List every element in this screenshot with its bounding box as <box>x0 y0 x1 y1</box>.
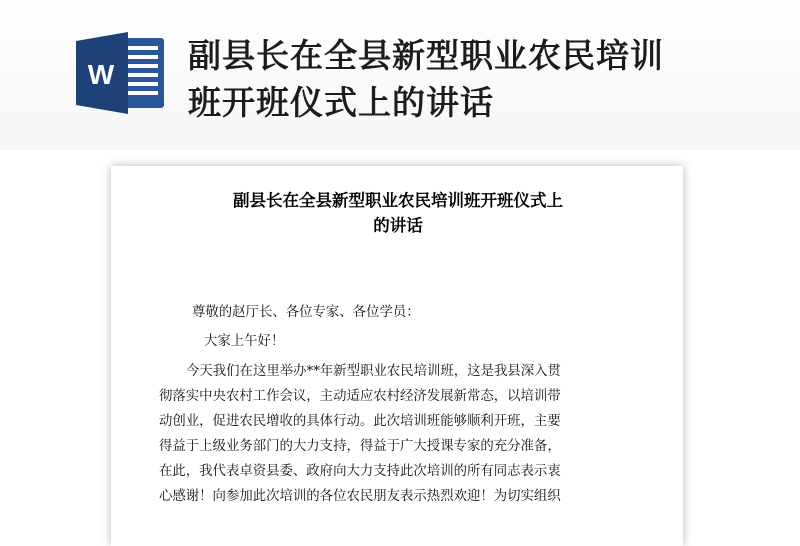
body-line: 彻落实中央农村工作会议，主动适应农村经济发展新常态，以培训带 <box>159 389 561 404</box>
body-line: 得益于上级业务部门的大力支持，得益于广大授课专家的充分准备， <box>159 439 561 454</box>
banner-title-line-1: 副县长在全县新型职业农民培训 <box>188 36 664 75</box>
document-title-line-1: 副县长在全县新型职业农民培训班开班仪式上 <box>233 191 563 210</box>
body-line: 心感谢！向参加此次培训的各位农民朋友表示热烈欢迎！为切实组织 <box>159 489 561 504</box>
header-banner <box>0 0 800 150</box>
word-document-icon <box>76 32 166 114</box>
body-line: 在此，我代表卓资县委、政府向大力支持此次培训的所有同志表示衷 <box>159 464 561 479</box>
greeting: 大家上午好！ <box>204 334 285 349</box>
document-title <box>163 188 633 238</box>
banner-title-line-2: 班开班仪式上的讲话 <box>188 83 494 122</box>
salutation: 尊敬的赵厅长、各位专家、各位学员： <box>192 305 420 320</box>
banner-title <box>188 32 788 126</box>
body-line: 动创业，促进农民增收的具体行动。此次培训班能够顺利开班，主要 <box>159 414 561 429</box>
word-icon-letter: W <box>87 59 115 90</box>
document-title-line-2: 的讲话 <box>373 216 423 235</box>
document-page <box>111 166 683 546</box>
body-line: 今天我们在这里举办**年新型职业农民培训班，这是我县深入贯 <box>186 364 561 379</box>
